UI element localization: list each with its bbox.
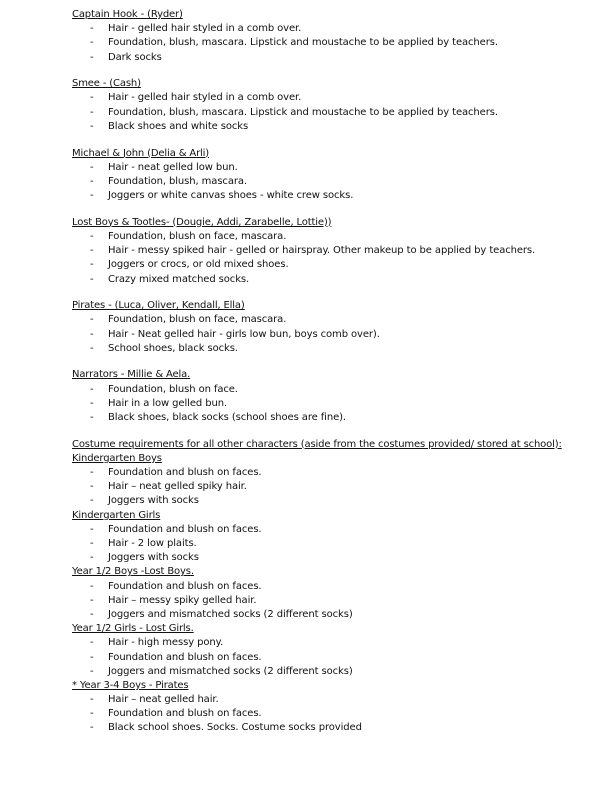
list-item	[72, 636, 572, 650]
list-item	[72, 120, 572, 134]
dash-bullet: -	[90, 230, 94, 242]
section-heading: Captain Hook - (Ryder)	[72, 9, 183, 20]
list-item	[72, 51, 572, 65]
section-heading: Year 1/2 Girls - Lost Girls.	[72, 623, 194, 635]
bullet-list	[72, 383, 572, 426]
section	[72, 438, 572, 452]
section-heading: Narrators - Millie & Aela.	[72, 369, 191, 381]
section-heading: Year 1/2 Boys -Lost Boys.	[72, 566, 194, 578]
dash-bullet: -	[90, 328, 94, 340]
list-item	[72, 466, 572, 480]
bullet-list	[72, 313, 572, 356]
section	[72, 147, 572, 204]
dash-bullet: -	[90, 665, 94, 677]
list-item	[72, 189, 572, 203]
dash-bullet: -	[90, 637, 94, 649]
bullet-list	[72, 693, 572, 736]
section-heading: * Year 3-4 Boys - Pirates	[72, 679, 189, 691]
list-item-text: Foundation, blush on face, mascara.	[108, 230, 287, 242]
list-item-text: School shoes, black socks.	[108, 342, 238, 354]
section	[72, 622, 572, 679]
list-item	[72, 397, 572, 411]
list-item	[72, 721, 572, 735]
dash-bullet: -	[90, 259, 94, 271]
section-heading: Lost Boys & Tootles- (Dougie, Addi, Zarabelle, Lottie))	[72, 216, 332, 228]
dash-bullet: -	[90, 245, 94, 257]
dash-bullet: -	[90, 397, 94, 409]
list-item-text: Black school shoes. Socks. Costume socks provided	[108, 722, 362, 734]
dash-bullet: -	[90, 342, 94, 354]
dash-bullet: -	[90, 383, 94, 395]
list-item	[72, 665, 572, 679]
list-item	[72, 693, 572, 707]
bullet-list	[72, 523, 572, 566]
list-item	[72, 258, 572, 272]
dash-bullet: -	[90, 594, 94, 606]
section	[72, 216, 572, 287]
dash-bullet: -	[90, 538, 94, 549]
section-heading: Pirates - (Luca, Oliver, Kendall, Ella)	[72, 300, 245, 312]
list-item-text: Foundation and blush on faces.	[108, 467, 262, 479]
list-item	[72, 91, 572, 105]
bullet-list	[72, 466, 572, 509]
section-heading: Michael & John (Delia & Arli)	[72, 147, 210, 159]
list-item-text: Hair in a low gelled bun.	[108, 397, 228, 409]
list-item-text: Foundation, blush, mascara. Lipstick and moustache to be applied by teachers.	[108, 106, 498, 118]
list-item-text: Foundation, blush on face, mascara.	[108, 314, 287, 326]
dash-bullet: -	[90, 580, 94, 592]
section	[72, 452, 572, 509]
section	[72, 299, 572, 356]
list-item	[72, 411, 572, 425]
list-item-text: Foundation, blush, mascara.	[108, 175, 247, 187]
list-item	[72, 594, 572, 608]
dash-bullet: -	[90, 608, 94, 620]
list-item-text: Joggers or crocs, or old mixed shoes.	[108, 259, 289, 271]
dash-bullet: -	[90, 37, 94, 49]
list-item-text: Joggers and mismatched socks (2 different socks)	[108, 665, 353, 677]
section-heading: Smee - (Cash)	[72, 78, 141, 90]
list-item-text: Crazy mixed matched socks.	[108, 273, 250, 285]
list-item-text: Black shoes and white socks	[108, 120, 249, 132]
section	[72, 565, 572, 622]
section-heading: Costume requirements for all other characters (aside from the costumes provided/ stored at school):	[72, 438, 562, 450]
dash-bullet: -	[90, 467, 94, 479]
list-item	[72, 161, 572, 175]
list-item-text: Hair – neat gelled spiky hair.	[108, 481, 247, 493]
section	[72, 509, 572, 566]
bullet-list	[72, 161, 572, 204]
list-item-text: Hair - 2 low plaits.	[108, 538, 197, 549]
list-item-text: Hair - gelled hair styled in a comb over.	[108, 23, 302, 35]
bullet-list	[72, 636, 572, 679]
list-item-text: Joggers and mismatched socks (2 different socks)	[108, 608, 353, 620]
section	[72, 368, 572, 425]
list-item	[72, 707, 572, 721]
list-item-text: Hair - high messy pony.	[108, 637, 224, 649]
list-item-text: Hair - Neat gelled hair - girls low bun, boys comb over).	[108, 328, 380, 340]
list-item-text: Dark socks	[108, 51, 162, 63]
dash-bullet: -	[90, 523, 94, 535]
list-item-text: Foundation, blush, mascara. Lipstick and moustache to be applied by teachers.	[108, 37, 498, 49]
list-item	[72, 244, 572, 258]
list-item-text: Foundation and blush on faces.	[108, 651, 262, 663]
list-item-text: Foundation and blush on faces.	[108, 708, 262, 720]
list-item	[72, 480, 572, 494]
list-item	[72, 551, 572, 565]
list-item	[72, 580, 572, 594]
dash-bullet: -	[90, 412, 94, 423]
section	[72, 679, 572, 736]
list-item-text: Foundation, blush on face.	[108, 383, 238, 395]
dash-bullet: -	[90, 314, 94, 326]
list-item	[72, 273, 572, 287]
section	[72, 77, 572, 134]
document-body	[72, 8, 572, 736]
list-item-text: Hair – neat gelled hair.	[108, 694, 219, 706]
dash-bullet: -	[90, 23, 94, 35]
list-item-text: Hair – messy spiky gelled hair.	[108, 594, 257, 606]
section	[72, 8, 572, 65]
section-heading: Kindergarten Boys	[72, 452, 162, 464]
list-item-text: Hair - gelled hair styled in a comb over.	[108, 92, 302, 104]
bullet-list	[72, 580, 572, 623]
list-item	[72, 342, 572, 356]
list-item	[72, 651, 572, 665]
list-item	[72, 313, 572, 327]
dash-bullet: -	[90, 495, 94, 507]
dash-bullet: -	[90, 92, 94, 104]
bullet-list	[72, 22, 572, 65]
list-item	[72, 383, 572, 397]
list-item-text: Foundation and blush on faces.	[108, 523, 262, 535]
bullet-list	[72, 91, 572, 134]
dash-bullet: -	[90, 694, 94, 706]
list-item-text: Joggers with socks	[108, 552, 199, 564]
dash-bullet: -	[90, 51, 94, 63]
list-item-text: Hair - neat gelled low bun.	[108, 161, 238, 173]
list-item-text: Joggers with socks	[108, 495, 199, 507]
dash-bullet: -	[90, 161, 94, 173]
list-item	[72, 494, 572, 508]
section-heading: Kindergarten Girls	[72, 509, 161, 521]
bullet-list	[72, 230, 572, 287]
dash-bullet: -	[90, 552, 94, 564]
list-item-text: Joggers or white canvas shoes - white crew socks.	[108, 190, 354, 202]
list-item-text: Hair - messy spiked hair - gelled or hairspray. Other makeup to be applied by teachers.	[108, 245, 536, 257]
list-item	[72, 537, 572, 551]
list-item	[72, 523, 572, 537]
dash-bullet: -	[90, 481, 94, 493]
list-item	[72, 22, 572, 36]
list-item-text: Foundation and blush on faces.	[108, 580, 262, 592]
list-item-text: Black shoes, black socks (school shoes are fine).	[108, 412, 347, 423]
list-item	[72, 106, 572, 120]
dash-bullet: -	[90, 708, 94, 720]
list-item	[72, 608, 572, 622]
list-item	[72, 175, 572, 189]
list-item	[72, 328, 572, 342]
dash-bullet: -	[90, 722, 94, 734]
list-item	[72, 36, 572, 50]
dash-bullet: -	[90, 106, 94, 118]
dash-bullet: -	[90, 120, 94, 132]
dash-bullet: -	[90, 190, 94, 202]
list-item	[72, 230, 572, 244]
dash-bullet: -	[90, 175, 94, 187]
dash-bullet: -	[90, 273, 94, 285]
dash-bullet: -	[90, 651, 94, 663]
